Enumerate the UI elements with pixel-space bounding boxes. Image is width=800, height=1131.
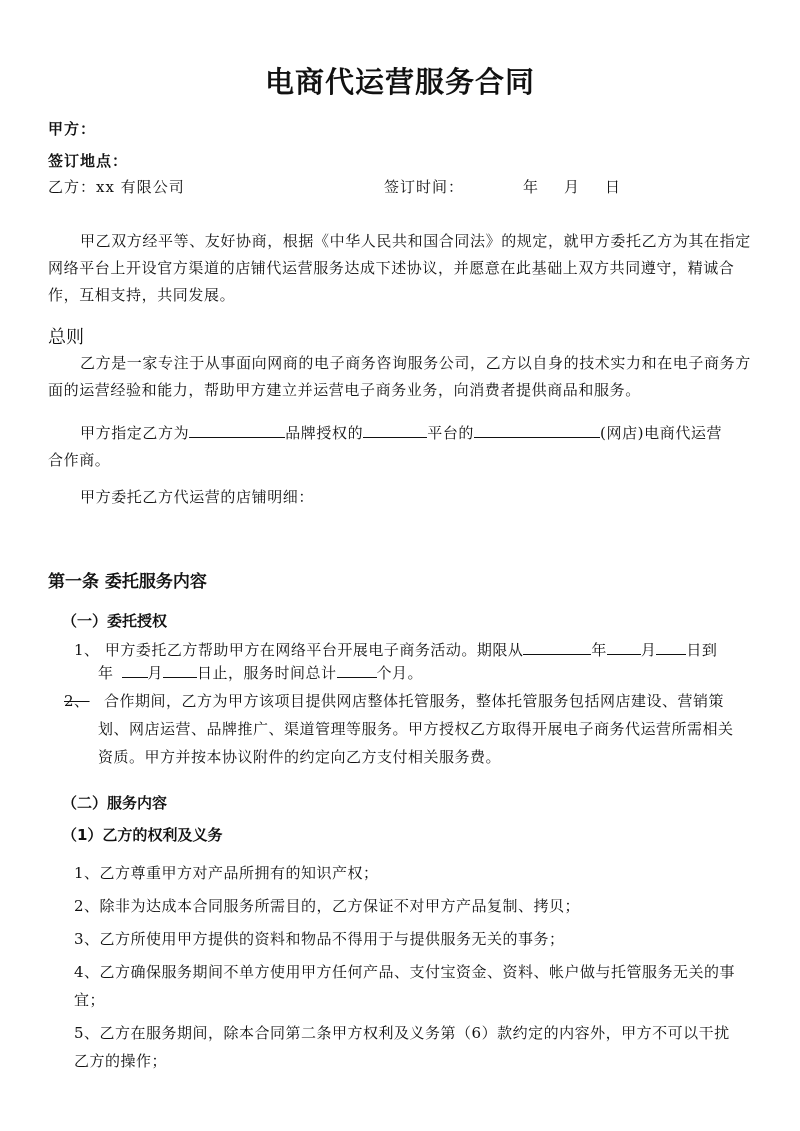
article-1-heading: 第一条 委托服务内容 xyxy=(48,572,207,592)
item-1-month: 月 xyxy=(640,641,657,659)
designation-text-1: 甲方指定乙方为 xyxy=(80,424,190,442)
brand-blank xyxy=(189,423,285,438)
start-day-blank xyxy=(656,640,686,655)
signing-year-label: 年 xyxy=(523,178,539,196)
item-1-to: 日到 xyxy=(686,641,718,659)
end-month-blank xyxy=(122,663,148,678)
start-month-blank xyxy=(607,640,641,655)
rights-item-4-line-2: 宜； xyxy=(74,991,106,1009)
end-day-text: 日止，服务时间总计 xyxy=(197,664,337,682)
subsection-authorization-heading: （一）委托授权 xyxy=(62,612,168,630)
item-1-number: 1、 xyxy=(74,641,100,659)
item-2-number: 2、 xyxy=(64,692,90,710)
end-day-blank xyxy=(163,663,197,678)
shop-blank xyxy=(474,423,600,438)
rights-item-1: 1、乙方尊重甲方对产品所拥有的知识产权； xyxy=(74,864,379,882)
rights-item-2: 2、除非为达成本合同服务所需目的，乙方保证不对甲方产品复制、拷贝； xyxy=(74,897,581,915)
end-month-label: 月 xyxy=(147,664,164,682)
general-paragraph-2 xyxy=(48,420,758,474)
party-b-rights-heading: （1）乙方的权利及义务 xyxy=(62,826,223,844)
signing-place-label: 签订地点： xyxy=(48,152,129,170)
designation-text-5: 合作商。 xyxy=(48,451,111,469)
designation-text-3: 平台的 xyxy=(427,424,475,442)
party-a-label: 甲方： xyxy=(48,120,97,138)
rights-item-5-line-2: 乙方的操作； xyxy=(74,1052,168,1070)
signing-day-label: 日 xyxy=(605,178,621,196)
signing-time-label: 签订时间： xyxy=(384,178,465,196)
authorization-item-2-line-1: 合作期间，乙方为甲方该项目提供网店整体托管服务，整体托管服务包括网店建设、营销策 xyxy=(104,692,725,710)
designation-text-2: 品牌授权的 xyxy=(285,424,364,442)
party-b-label: 乙方：xx 有限公司 xyxy=(48,178,185,196)
rights-item-3: 3、乙方所使用甲方提供的资料和物品不得用于与提供服务无关的事务； xyxy=(74,930,565,948)
item-1-year: 年 xyxy=(591,641,607,659)
subsection-service-content-heading: （二）服务内容 xyxy=(62,794,168,812)
platform-blank xyxy=(363,423,427,438)
document-title: 电商代运营服务合同 xyxy=(264,65,535,99)
months-label: 个月。 xyxy=(376,664,424,682)
general-paragraph-3: 甲方委托乙方代运营的店铺明细： xyxy=(80,488,315,506)
designation-text-4: (网店)电商代运营 xyxy=(600,424,723,442)
authorization-item-2-line-3: 资质。甲方并按本协议附件的约定向乙方支付相关服务费。 xyxy=(98,748,502,766)
rights-item-4-line-1: 4、乙方确保服务期间不单方使用甲方任何产品、支付宝资金、资料、帐户做与托管服务无关的事 xyxy=(74,963,736,981)
authorization-item-1-line-2 xyxy=(98,660,758,687)
total-months-blank xyxy=(337,663,377,678)
intro-paragraph: 甲乙双方经平等、友好协商，根据《中华人民共和国合同法》的规定，就甲方委托乙方为其在指定网络平台上开设官方渠道的店铺代运营服务达成下述协议，并愿意在此基础上双方共同遵守，精诚合作，互相支持，共同发展。 xyxy=(48,232,751,304)
start-year-blank xyxy=(523,640,591,655)
signing-month-label: 月 xyxy=(564,178,580,196)
general-paragraph-1: 乙方是一家专注于从事面向网商的电子商务咨询服务公司，乙方以自身的技术实力和在电子商务方面的运营经验和能力，帮助甲方建立并运营电子商务业务，向消费者提供商品和服务。 xyxy=(48,354,751,399)
item-1-text-a: 甲方委托乙方帮助甲方在网络平台开展电子商务活动。期限从 xyxy=(104,641,524,659)
authorization-item-2-line-2: 划、网店运营、品牌推广、渠道管理等服务。甲方授权乙方取得开展电子商务代运营所需相关 xyxy=(98,720,734,738)
rights-item-5-line-1: 5、乙方在服务期间，除本合同第二条甲方权利及义务第（6）款约定的内容外，甲方不可以干扰 xyxy=(74,1024,730,1042)
general-heading: 总则 xyxy=(48,327,84,348)
end-year-label: 年 xyxy=(98,664,114,682)
